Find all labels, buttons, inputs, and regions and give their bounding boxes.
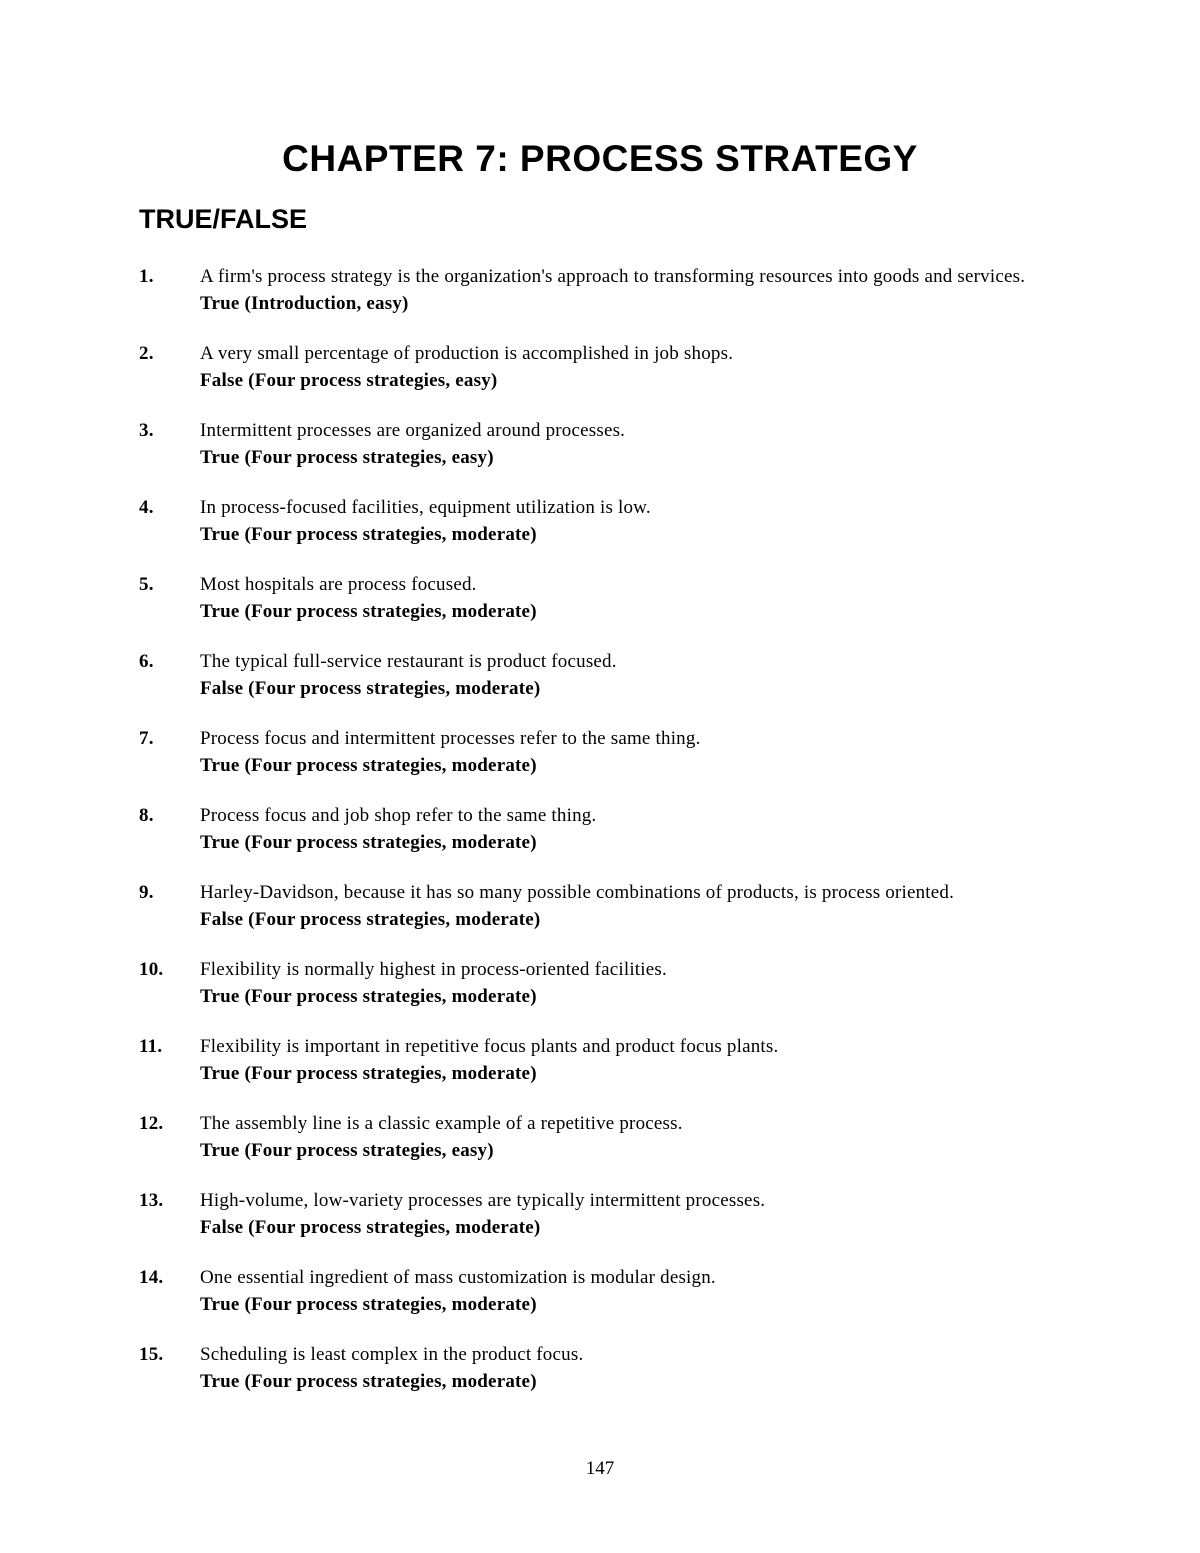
- question-text: High-volume, low-variety processes are typically intermittent processes.: [200, 1190, 766, 1211]
- question-answer: True (Four process strategies, moderate): [200, 986, 537, 1007]
- question-body: [200, 1187, 765, 1241]
- question-item: [139, 956, 1200, 1010]
- question-answer: True (Four process strategies, moderate): [200, 755, 537, 776]
- question-text: In process-focused facilities, equipment utilization is low.: [200, 497, 651, 518]
- question-body: [200, 725, 701, 779]
- question-body: [200, 1110, 683, 1164]
- question-text: Most hospitals are process focused.: [200, 574, 477, 595]
- question-body: [200, 802, 596, 856]
- question-body: [200, 1264, 716, 1318]
- question-number: 9.: [139, 882, 154, 903]
- question-answer: True (Four process strategies, moderate): [200, 1063, 537, 1084]
- question-answer: True (Four process strategies, moderate): [200, 1294, 537, 1315]
- question-item: [139, 494, 1200, 548]
- question-item: [139, 1187, 1200, 1241]
- question-number: 11.: [139, 1036, 163, 1057]
- question-item: [139, 725, 1200, 779]
- question-answer: False (Four process strategies, moderate): [200, 909, 541, 930]
- question-item: [139, 1264, 1200, 1318]
- question-text: The typical full-service restaurant is product focused.: [200, 651, 617, 672]
- question-answer: True (Four process strategies, easy): [200, 447, 494, 468]
- question-item: [139, 1033, 1200, 1087]
- question-item: [139, 648, 1200, 702]
- section-heading: TRUE/FALSE: [139, 204, 308, 234]
- question-text: Flexibility is normally highest in process-oriented facilities.: [200, 959, 667, 980]
- question-answer: True (Four process strategies, moderate): [200, 832, 537, 853]
- question-body: [200, 1033, 778, 1087]
- question-answer: True (Four process strategies, moderate): [200, 524, 537, 545]
- page-number: 147: [585, 1458, 615, 1479]
- question-answer: False (Four process strategies, moderate): [200, 1217, 541, 1238]
- question-item: [139, 802, 1200, 856]
- question-number: 10.: [139, 959, 164, 980]
- question-list: [139, 263, 1200, 1395]
- question-body: [200, 571, 537, 625]
- question-number: 14.: [139, 1267, 164, 1288]
- question-number: 1.: [139, 266, 154, 287]
- question-number: 5.: [139, 574, 154, 595]
- question-item: [139, 417, 1200, 471]
- question-number: 7.: [139, 728, 154, 749]
- question-body: [200, 263, 1025, 317]
- question-text: Scheduling is least complex in the product focus.: [200, 1344, 584, 1365]
- question-body: [200, 1341, 583, 1395]
- question-answer: True (Introduction, easy): [200, 293, 409, 314]
- question-number: 3.: [139, 420, 154, 441]
- question-answer: True (Four process strategies, moderate): [200, 1371, 537, 1392]
- question-number: 13.: [139, 1190, 164, 1211]
- question-item: [139, 1341, 1200, 1395]
- question-text: One essential ingredient of mass customization is modular design.: [200, 1267, 716, 1288]
- question-body: [200, 879, 954, 933]
- question-item: [139, 571, 1200, 625]
- question-text: Flexibility is important in repetitive focus plants and product focus plants.: [200, 1036, 779, 1057]
- question-body: [200, 417, 625, 471]
- question-body: [200, 648, 617, 702]
- question-item: [139, 879, 1200, 933]
- question-text: Process focus and job shop refer to the same thing.: [200, 805, 597, 826]
- question-item: [139, 1110, 1200, 1164]
- question-body: [200, 340, 733, 394]
- question-text: A firm's process strategy is the organization's approach to transforming resources into goods and services.: [200, 266, 1026, 287]
- question-number: 8.: [139, 805, 154, 826]
- question-answer: True (Four process strategies, moderate): [200, 601, 537, 622]
- question-number: 2.: [139, 343, 154, 364]
- question-number: 4.: [139, 497, 154, 518]
- question-body: [200, 956, 667, 1010]
- question-text: A very small percentage of production is accomplished in job shops.: [200, 343, 734, 364]
- question-answer: False (Four process strategies, moderate): [200, 678, 541, 699]
- question-item: [139, 340, 1200, 394]
- question-answer: True (Four process strategies, easy): [200, 1140, 494, 1161]
- question-text: Intermittent processes are organized around processes.: [200, 420, 626, 441]
- question-text: Process focus and intermittent processes refer to the same thing.: [200, 728, 701, 749]
- question-number: 6.: [139, 651, 154, 672]
- chapter-title: CHAPTER 7: PROCESS STRATEGY: [282, 138, 918, 179]
- question-item: [139, 263, 1200, 317]
- question-body: [200, 494, 651, 548]
- question-text: Harley-Davidson, because it has so many possible combinations of products, is process oriented.: [200, 882, 955, 903]
- question-text: The assembly line is a classic example of a repetitive process.: [200, 1113, 683, 1134]
- question-number: 15.: [139, 1344, 164, 1365]
- question-number: 12.: [139, 1113, 164, 1134]
- question-answer: False (Four process strategies, easy): [200, 370, 498, 391]
